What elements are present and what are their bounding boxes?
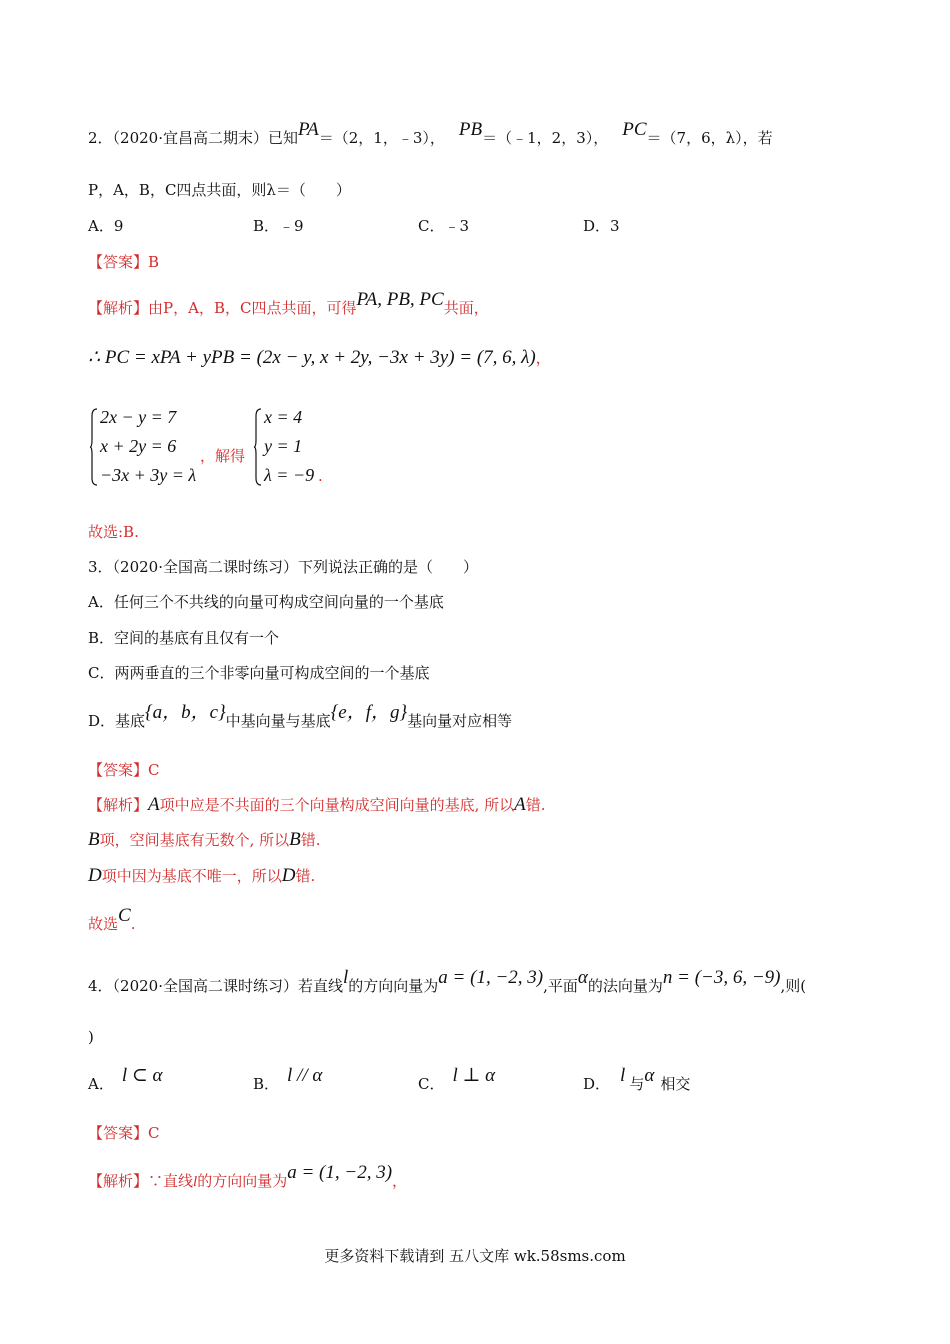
q3-analysis-a-tail: 错. bbox=[525, 796, 546, 814]
q4-option-c-math: l ⊥ α bbox=[452, 1065, 496, 1086]
q3-letter-a: A bbox=[148, 794, 160, 815]
q2-pa-vector: PA bbox=[298, 119, 319, 140]
q3-option-d-suffix: 基向量对应相等 bbox=[407, 712, 513, 730]
q2-prefix: 2．（2020·宜昌高二期末）已知 bbox=[88, 129, 298, 147]
q3-letter-b: B bbox=[88, 829, 100, 850]
q3-option-d bbox=[88, 702, 513, 731]
q3-option-d-prefix: D．基底 bbox=[88, 712, 146, 730]
q4-prefix: 4．（2020·全国高二课时练习）若直线 bbox=[88, 977, 343, 995]
q2-option-d: D．3 bbox=[583, 217, 620, 235]
q4-option-b-math: l // α bbox=[287, 1065, 323, 1086]
q4-option-a-label: A． bbox=[88, 1075, 114, 1093]
q3-analysis-d-text: 项中因为基底不唯一，所以 bbox=[101, 867, 282, 885]
q3-letter-d2: D bbox=[281, 865, 296, 886]
q3-letter-d: D bbox=[88, 865, 102, 886]
q3-stem: 3．（2020·全国高二课时练习）下列说法正确的是（ ） bbox=[88, 558, 478, 576]
q2-system-2-tail: . bbox=[318, 467, 323, 485]
q2-analysis-label: 【解析】 bbox=[88, 299, 149, 317]
q3-option-b: B．空间的基底有且仅有一个 bbox=[88, 629, 280, 647]
q4-option-d bbox=[583, 1065, 691, 1094]
q2-pb-vector: PB bbox=[458, 119, 483, 140]
q4-analysis-tail: ， bbox=[392, 1172, 408, 1190]
q4-analysis-l: l bbox=[193, 1174, 198, 1190]
q3-conclusion bbox=[88, 905, 136, 934]
q3-analysis-a-text: 项中应是不共面的三个向量构成空间向量的基底, 所以 bbox=[159, 796, 515, 814]
q2-analysis-text1: 由P，A，B，C四点共面，可得 bbox=[148, 299, 357, 317]
q3-option-d-set1: {a，b，c} bbox=[145, 702, 226, 723]
q4-stem-line2: ) bbox=[88, 1028, 94, 1046]
q3-conclusion-tail: . bbox=[130, 915, 136, 933]
q2-equation-line bbox=[88, 348, 551, 368]
q4-option-c bbox=[418, 1065, 496, 1094]
q4-analysis-equation: a = (1, −2, 3) bbox=[287, 1162, 393, 1183]
q2-pc-vector: PC bbox=[622, 119, 647, 140]
q4-line-l: l bbox=[343, 967, 349, 988]
q4-option-a bbox=[88, 1065, 163, 1094]
q4-option-d-tail: 相交 bbox=[660, 1075, 691, 1093]
q4-option-b bbox=[253, 1065, 323, 1094]
q4-stem bbox=[88, 967, 807, 996]
q4-n-equation: n = (−3, 6, −9) bbox=[662, 967, 781, 988]
q4-option-c-label: C． bbox=[418, 1075, 445, 1093]
page-footer: 更多资料下载请到 五八文库 wk.58sms.com bbox=[324, 1247, 626, 1265]
q3-analysis-b-tail: 错. bbox=[300, 831, 321, 849]
q3-letter-b2: B bbox=[289, 829, 301, 850]
q2-answer: 【答案】B bbox=[88, 253, 160, 271]
q3-option-d-set2: {e，f，g} bbox=[330, 702, 408, 723]
left-brace-icon bbox=[254, 408, 262, 486]
q3-conclusion-letter: C bbox=[118, 905, 131, 926]
q2-system-2-row-1: x = 4 bbox=[264, 407, 303, 427]
q2-option-a: A．9 bbox=[88, 217, 124, 235]
q2-option-c: C．﹣3 bbox=[418, 217, 470, 235]
q4-analysis-text: ∵直线 bbox=[148, 1172, 194, 1190]
q2-system-1-row-3: −3x + 3y = λ bbox=[100, 465, 197, 485]
left-brace-icon bbox=[90, 408, 98, 486]
q3-letter-a2: A bbox=[514, 794, 526, 815]
q2-conclusion: 故选:B. bbox=[88, 523, 139, 541]
q2-analysis-text2: 共面， bbox=[443, 299, 489, 317]
q3-conclusion-text: 故选 bbox=[88, 915, 119, 933]
q3-analysis-b bbox=[88, 830, 321, 850]
q4-alpha: α bbox=[577, 967, 588, 988]
q2-analysis bbox=[88, 289, 489, 318]
q3-analysis-d-tail: 错. bbox=[295, 867, 316, 885]
q4-analysis-text2: 的方向向量为 bbox=[197, 1172, 288, 1190]
q3-option-d-mid: 中基向量与基底 bbox=[225, 712, 331, 730]
q3-analysis-d bbox=[88, 866, 315, 886]
q4-analysis-label: 【解析】 bbox=[88, 1172, 149, 1190]
q2-equation: ∴ PC = xPA + yPB = (2x − y, x + 2y, −3x + 3y) = (7, 6, λ) bbox=[88, 347, 536, 368]
q4-text4: ,则( bbox=[780, 977, 807, 995]
q4-answer: 【答案】C bbox=[88, 1124, 160, 1142]
q4-text2: ,平面 bbox=[543, 977, 578, 995]
q4-a-equation: a = (1, −2, 3) bbox=[438, 967, 544, 988]
q2-equation-tail: ， bbox=[535, 349, 551, 367]
q2-analysis-vectors: PA, PB, PC bbox=[356, 289, 444, 310]
q2-stem bbox=[88, 119, 773, 148]
q2-system-1-row-1: 2x − y = 7 bbox=[100, 407, 177, 427]
q3-answer: 【答案】C bbox=[88, 761, 160, 779]
q4-option-a-math: l ⊂ α bbox=[121, 1065, 163, 1086]
q2-system-2-row-2: y = 1 bbox=[264, 436, 303, 456]
q2-system-1 bbox=[90, 406, 200, 490]
q4-text1: 的方向向量为 bbox=[348, 977, 439, 995]
q4-text3: 的法向量为 bbox=[587, 977, 663, 995]
q2-pb-value: ＝（﹣1，2，3）， bbox=[482, 129, 609, 147]
q4-option-b-label: B． bbox=[253, 1075, 280, 1093]
q2-solve-text: ，解得 bbox=[200, 447, 246, 465]
q3-option-c: C．两两垂直的三个非零向量可构成空间的一个基底 bbox=[88, 664, 430, 682]
q3-option-a: A．任何三个不共线的向量可构成空间向量的一个基底 bbox=[88, 593, 444, 611]
q4-option-d-label: D． bbox=[583, 1075, 611, 1093]
q2-system-2-row-3: λ = −9 bbox=[264, 465, 315, 485]
q2-system-2 bbox=[254, 406, 324, 490]
q3-analysis-a bbox=[88, 795, 546, 815]
q2-stem-line2: P，A，B，C四点共面，则λ＝（ ） bbox=[88, 181, 351, 199]
q2-pc-value: ＝（7，6，λ），若 bbox=[646, 129, 773, 147]
q3-analysis-b-text: 项，空间基底有无数个, 所以 bbox=[99, 831, 290, 849]
q2-system-1-row-2: x + 2y = 6 bbox=[100, 436, 177, 456]
q2-pa-value: ＝（2，1，﹣3）， bbox=[318, 129, 445, 147]
q2-option-b: B．﹣9 bbox=[253, 217, 304, 235]
q4-analysis bbox=[88, 1162, 408, 1192]
q4-option-d-l: l bbox=[620, 1065, 626, 1086]
q4-option-d-with: 与 bbox=[629, 1075, 645, 1093]
q3-analysis-label: 【解析】 bbox=[88, 796, 149, 814]
q4-option-d-alpha: α bbox=[644, 1065, 655, 1086]
